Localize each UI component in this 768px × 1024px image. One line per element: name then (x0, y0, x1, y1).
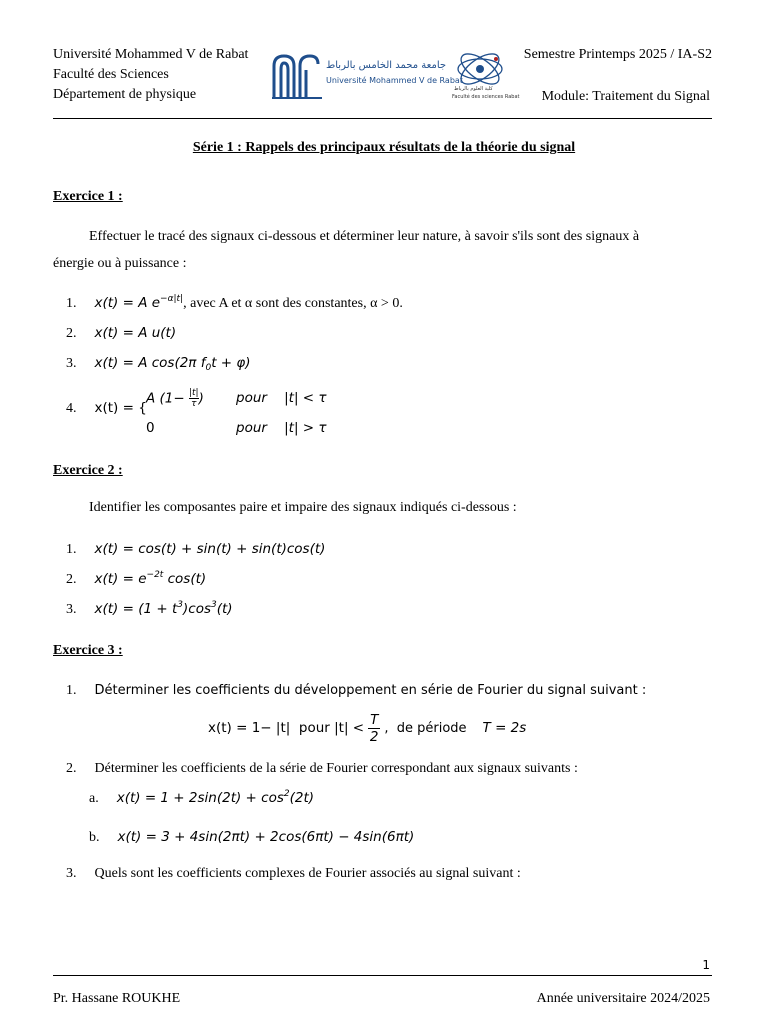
header-semester: Semestre Printemps 2025 / IA-S2 (523, 47, 712, 62)
exercise-1-heading: Exercice 1 : (53, 189, 123, 204)
ex3-q2-item-b (89, 828, 414, 846)
formula-exponent: 3 (177, 600, 183, 610)
item-number: 3. (66, 356, 77, 371)
piecewise-cond-2: pour |t| > τ (236, 420, 327, 436)
formula-fraction (368, 712, 380, 745)
piecewise-case-2: 0 (146, 420, 155, 436)
ex2-item-2 (66, 570, 206, 588)
formula: x(t) = A e (94, 295, 161, 311)
case-1-expr: A (1− (146, 390, 185, 407)
formula-exponent: 2 (283, 789, 290, 799)
formula-tail: (2t) (289, 790, 315, 806)
faculty-logo (452, 50, 520, 102)
footer-year: Année universitaire 2024/2025 (536, 991, 710, 1006)
formula-exponent: −α|t| (160, 294, 184, 304)
formula-mid: )cos (183, 601, 211, 617)
item-number: 1. (66, 296, 77, 311)
ex3-question-3 (66, 864, 521, 882)
piecewise-cond-1: pour |t| < τ (236, 390, 327, 406)
item-number: 1. (66, 542, 77, 557)
footer-author: Pr. Hassane ROUKHE (53, 991, 181, 1006)
fraction-den: 2 (369, 729, 379, 745)
formula: x(t) = cos(t) + sin(t) + sin(t)cos(t) (94, 541, 326, 557)
case-1-fraction (189, 388, 199, 409)
header-rule (53, 118, 712, 119)
ex3-q1-formula (208, 712, 526, 745)
ex1-item-4 (66, 399, 147, 417)
item-number: 2. (66, 761, 77, 776)
fs-logo-caption-ar: كلية العلوم بالرباط (454, 86, 493, 92)
question-text: Déterminer les coefficients du développement en série de Fourier du signal suivant : (94, 683, 647, 698)
header-department: Département de physique (53, 87, 197, 102)
formula-lhs: x(t) = 1− |t| pour |t| < (208, 720, 365, 737)
formula-exponent: −2t (146, 570, 164, 580)
formula: x(t) = (1 + t (94, 601, 178, 617)
exercise-2-intro: Identifier les composantes paire et impaire des signaux indiqués ci-dessous : (89, 500, 517, 515)
question-text: Quels sont les coefficients complexes de Fourier associés au signal suivant : (94, 866, 521, 881)
formula-subscript: 0 (205, 363, 212, 373)
logo-french-text: Université Mohammed V de Rabat (326, 76, 463, 85)
ex1-item-2 (66, 324, 176, 342)
ex2-item-3 (66, 600, 233, 618)
logo-arabic-text: جامعة محمد الخامس بالرباط (326, 60, 447, 71)
piecewise-lhs: x(t) = { (94, 400, 147, 416)
item-number: 1. (66, 683, 77, 698)
formula: x(t) = A cos(2π f (94, 355, 206, 371)
formula: x(t) = e (94, 571, 147, 587)
footer-rule (53, 975, 712, 976)
exercise-1-intro-line-1: Effectuer le tracé des signaux ci-dessous et déterminer leur nature, à savoir s'ils sont des signaux à (89, 229, 640, 244)
ex3-q2-item-a (89, 789, 314, 807)
page-number: 1 (702, 958, 710, 972)
university-logo (270, 52, 463, 100)
fraction-den: τ (191, 399, 197, 409)
item-number: 2. (66, 326, 77, 341)
ex2-item-1 (66, 540, 325, 558)
formula-rhs: T = 2s (482, 720, 527, 737)
ex1-item-3 (66, 354, 251, 372)
header-university: Université Mohammed V de Rabat (53, 47, 249, 62)
formula-exponent-2: 3 (210, 600, 217, 610)
question-text: Déterminer les coefficients de la série de Fourier correspondant aux signaux suivants : (94, 761, 578, 776)
item-letter: a. (89, 791, 99, 806)
item-number: 4. (66, 401, 77, 416)
formula-tail: t + φ) (211, 355, 251, 371)
item-number: 3. (66, 866, 77, 881)
fraction-num: |t| (189, 388, 199, 398)
formula: x(t) = A u(t) (94, 325, 177, 341)
header-module: Module: Traitement du Signal (541, 89, 710, 104)
item-number: 2. (66, 572, 77, 587)
item-letter: b. (89, 830, 100, 845)
exercise-1-intro-line-2: énergie ou à puissance : (53, 256, 187, 271)
formula-mid: , de période (384, 721, 467, 737)
formula: x(t) = 3 + 4sin(2πt) + 2cos(6πt) − 4sin(6πt) (117, 829, 415, 845)
case-1-close: ) (198, 390, 204, 407)
formula-note: , avec A et α sont des constantes, α > 0. (183, 296, 403, 311)
ex3-question-2 (66, 759, 578, 777)
ex1-item-1 (66, 294, 403, 312)
formula-tail: cos(t) (163, 571, 207, 587)
piecewise-case-1 (146, 388, 204, 409)
formula: x(t) = 1 + 2sin(2t) + cos (116, 790, 284, 806)
exercise-3-heading: Exercice 3 : (53, 643, 123, 658)
fs-logo-caption-fr: Faculté des sciences Rabat (452, 94, 520, 100)
item-number: 3. (66, 602, 77, 617)
fraction-num: T (370, 712, 379, 728)
exercise-2-heading: Exercice 2 : (53, 463, 123, 478)
formula-tail: (t) (216, 601, 233, 617)
ex3-question-1 (66, 681, 646, 699)
header-faculty: Faculté des Sciences (53, 67, 169, 82)
page-title: Série 1 : Rappels des principaux résultats de la théorie du signal (192, 140, 576, 155)
